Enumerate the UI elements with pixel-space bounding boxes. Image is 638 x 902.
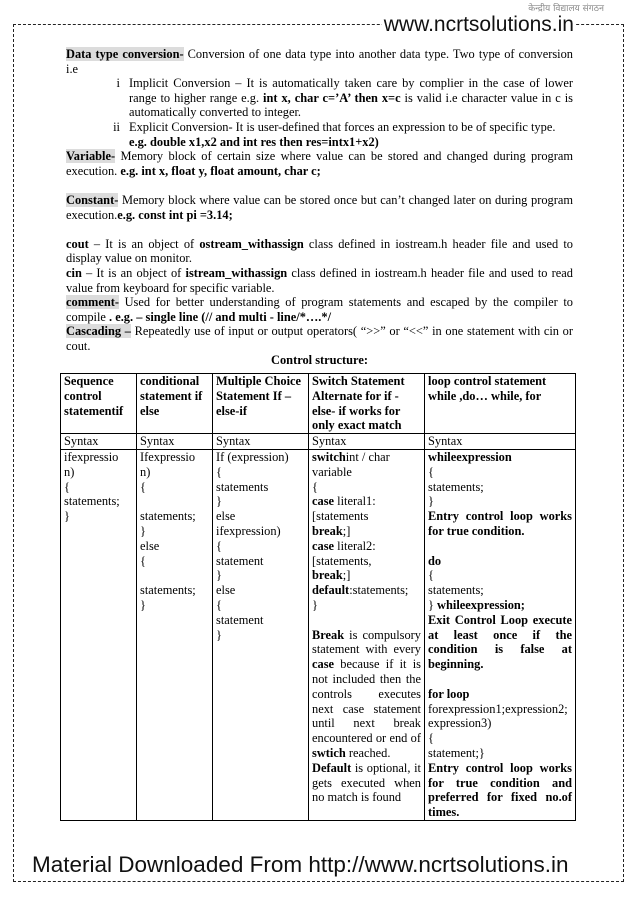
code-line: else: [140, 538, 160, 553]
variable-para: Variable- Memory block of certain size where value can be stored and changed during program execution. e.g. int x, float y, float amount, char c;: [66, 149, 573, 178]
data-type-conversion-para: Data type conversion- Conversion of one data type into another data type. Two type of conversion i.e: [66, 47, 573, 76]
default-note: Default is optional, it gets executed when no match is found: [312, 760, 421, 805]
code-line: }: [216, 568, 222, 583]
constant-para: Constant- Memory block where value can be stored once but can’t changed later on during program execution.e.g. const int pi =3.14;: [66, 192, 573, 222]
code-line: }: [216, 627, 222, 642]
org-watermark: केन्द्रीय विद्यालय संगठन: [528, 4, 604, 14]
code-line: {: [216, 597, 222, 612]
loop-cell: whileexpression { statements; } Entry control loop works for true condition. do { statements; } whileexpression; Exit Control Loop execute at least once if the condition is false at beginning. for loop forexpression1;expression2;expression3) { statement;} Entry control loop works for true condition and preferred for fixed no.of times.: [425, 449, 576, 820]
code-line: Ifexpressio: [140, 449, 196, 464]
multiple-choice-cell: [213, 449, 309, 820]
code-line: statement: [216, 612, 264, 627]
code-line: {: [216, 464, 222, 479]
code-line: else: [216, 509, 236, 524]
break-note: Break is compulsory statement with every case because if it is not included then the controls executes next case statement until next break encountered or end of swtich reached.: [312, 627, 421, 760]
sequence-cell: [61, 449, 137, 820]
header-switch: Switch Statement Alternate for if - else- if works for only exact match: [309, 374, 425, 434]
code-line: }: [140, 597, 146, 612]
switch-cell: switchint / char variable { case literal1: [statements break;] case literal2: [statements, break;] default:statements; } Break is compulsory statement with every case because if it is not included then the controls executes next case statement until next break encountered or end of swtich reached. Default is optional, it gets executed when no match is found: [309, 449, 425, 820]
code-line: n): [64, 464, 75, 479]
header-loop: loop control statement while ,do… while, for: [425, 374, 576, 434]
code-line: statements: [216, 479, 269, 494]
code-line: statements;: [140, 509, 196, 524]
code-line: [140, 494, 209, 509]
control-structure-table: [60, 373, 576, 821]
implicit-conversion-item: i Implicit Conversion – It is automatically taken care by complier in the case of lower range to higher range e.g. int x, char c=’A’ then x=c is valid i.e character value in c is automatically converted to integer.: [116, 76, 574, 120]
table-syntax-row: Syntax Syntax Syntax Syntax Syntax: [61, 434, 576, 450]
cin-para: cin – It is an object of istream_withassign class defined in iostream.h header file and used to read value from keyboard for specific variable.: [66, 265, 573, 295]
table-header-row: [61, 374, 576, 434]
code-line: If (expression): [216, 449, 289, 464]
code-line: {: [64, 479, 70, 494]
explicit-conversion-item: ii Explicit Conversion- It is user-defined that forces an expression to be of specific type. e.g. double x1,x2 and int res then res=intx1+x2): [113, 119, 556, 149]
code-line: else: [216, 583, 236, 598]
code-line: {: [216, 538, 222, 553]
header-sequence: Sequence control statementif: [61, 374, 137, 434]
code-line: [140, 568, 209, 583]
code-line: statement: [216, 553, 264, 568]
code-line: statements;: [64, 494, 120, 509]
code-line: {: [140, 553, 146, 568]
control-structure-title: Control structure:: [271, 353, 368, 368]
code-line: ifexpressio: [64, 449, 119, 464]
code-line: }: [216, 494, 222, 509]
code-line: }: [140, 523, 146, 538]
code-line: statements;: [140, 583, 196, 598]
cout-para: cout – It is an object of ostream_withassign class defined in iostream.h header file and used to display value on monitor.: [66, 236, 573, 266]
code-line: {: [140, 479, 146, 494]
cascading-para: Cascading – Repeatedly use of input or output operators( “>>” or “<<” in one statement with cin or cout.: [66, 324, 573, 353]
header-multiple-choice: Multiple Choice Statement If –else-if: [213, 374, 309, 434]
header-website-link[interactable]: www.ncrtsolutions.in: [383, 13, 574, 36]
code-line: ifexpression): [216, 523, 281, 538]
page-content: [66, 47, 573, 368]
conditional-cell: [137, 449, 213, 820]
code-line: n): [140, 464, 151, 479]
header-conditional: conditional statement if else: [137, 374, 213, 434]
footer-download-link[interactable]: Material Downloaded From http://www.ncrtsolutions.in: [32, 852, 569, 877]
code-line: }: [64, 509, 70, 524]
table-body-row: [61, 449, 576, 820]
comment-para: comment- Used for better understanding of program statements and escaped by the compiler to compile . e.g. – single line (// and multi - line/*….*/: [66, 295, 573, 324]
dtc-label: Data type conversion-: [66, 47, 184, 61]
